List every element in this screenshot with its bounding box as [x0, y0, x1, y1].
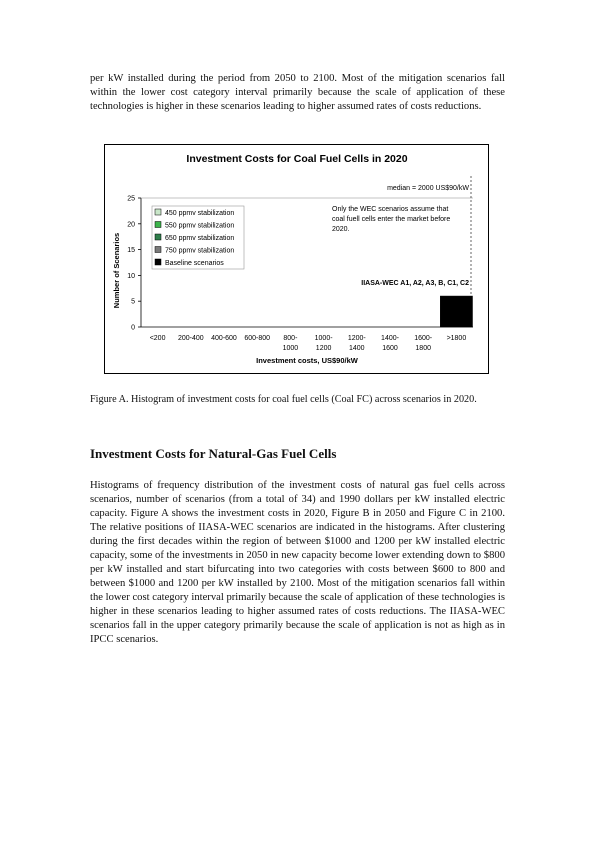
y-tick-label: 5 [131, 298, 135, 306]
bar [440, 296, 472, 327]
y-tick-label: 25 [127, 195, 135, 203]
legend-swatch [155, 209, 161, 215]
x-tick-label: 1400 [349, 345, 365, 352]
y-tick-label: 15 [127, 247, 135, 255]
legend-swatch [155, 234, 161, 240]
paragraph-body: Histograms of frequency distribution of the investment costs of natural gas fuel cells across scenarios, number of scenarios (from a total of 34) and 1990 dollars per kW installed electric capacity. Figure A shows the investment costs in 2020, Figure B in 2050 and Figure C in 2100. The relative positions of IIASA-WEC scenarios are indicated in the histograms. After clustering during the first decades within the region of between $1000 and 1200 per kW installed electric capacity, some of the investments in 2050 in new capacity become lower extending down to $800 per kW installed and start bifurcating into two categories with costs between $600 to 800 and between $1000 and 1200 per kW installed by 2100. Most of the mitigation scenarios fall within the lower cost category interval primarily because the scale of application of these technologies is higher in these scenarios leading to higher assumed rates of costs reductions. The IIASA-WEC scenarios fall in the upper category primarily because the scale of application is not as high as in IPCC scenarios. [90, 480, 505, 645]
x-tick-label: >1800 [446, 335, 467, 342]
x-axis-label: Investment costs, US$90/kW [256, 356, 358, 365]
note-annotation-line: coal fuell cells enter the market before [332, 216, 451, 223]
x-tick-label: <200 [149, 335, 166, 342]
note-annotation-line: Only the WEC scenarios assume that [332, 206, 449, 213]
x-tick-label: 400-600 [211, 335, 237, 342]
legend-label: 650 ppmv stabilization [165, 235, 235, 242]
x-tick-label: 1000 [282, 345, 299, 352]
y-tick-label: 0 [131, 324, 135, 332]
legend-swatch [155, 222, 161, 228]
figure-caption: Figure A. Histogram of investment costs for coal fuel cells (Coal FC) across scenarios in 2020. [90, 394, 477, 405]
legend-label: Baseline scenarios [165, 260, 224, 267]
histogram-chart [105, 145, 488, 373]
legend-swatch [155, 259, 161, 265]
legend-label: 450 ppmv stabilization [165, 210, 235, 217]
legend-label: 550 ppmv stabilization [165, 222, 235, 230]
paragraph-intro: per kW installed during the period from 2050 to 2100. Most of the mitigation scenarios fall within the lower cost category interval primarily because the scale of application of these technologies is higher in these scenarios leading to higher assumed rates of costs reductions. [90, 73, 505, 112]
iiasa-annotation: IIASA-WEC A1, A2, A3, B, C1, C2 [361, 280, 469, 287]
legend-swatch [155, 247, 161, 253]
x-tick-label: 1600- [414, 335, 433, 342]
median-annotation: median = 2000 US$90/kW [387, 185, 469, 192]
chart-title: Investment Costs for Coal Fuel Cells in 2020 [186, 153, 408, 165]
legend-label: 750 ppmv stabilization [165, 247, 235, 255]
x-tick-label: 200-400 [177, 335, 204, 342]
x-tick-label: 1200 [315, 345, 332, 352]
x-tick-label: 1600 [382, 345, 398, 352]
y-tick-label: 10 [127, 272, 135, 280]
x-tick-label: 600-800 [244, 335, 271, 342]
x-tick-label: 1000- [314, 335, 333, 342]
section-heading: Investment Costs for Natural-Gas Fuel Cells [90, 446, 337, 461]
x-tick-label: 1200- [347, 335, 366, 342]
note-annotation-line: 2020. [332, 226, 350, 233]
chart-frame [104, 144, 489, 374]
x-tick-label: 800- [283, 335, 298, 342]
x-tick-label: 1400- [381, 335, 399, 342]
y-tick-label: 20 [127, 221, 135, 229]
x-tick-label: 1800 [415, 345, 431, 352]
y-axis-label: Number of Scenarios [112, 232, 121, 309]
